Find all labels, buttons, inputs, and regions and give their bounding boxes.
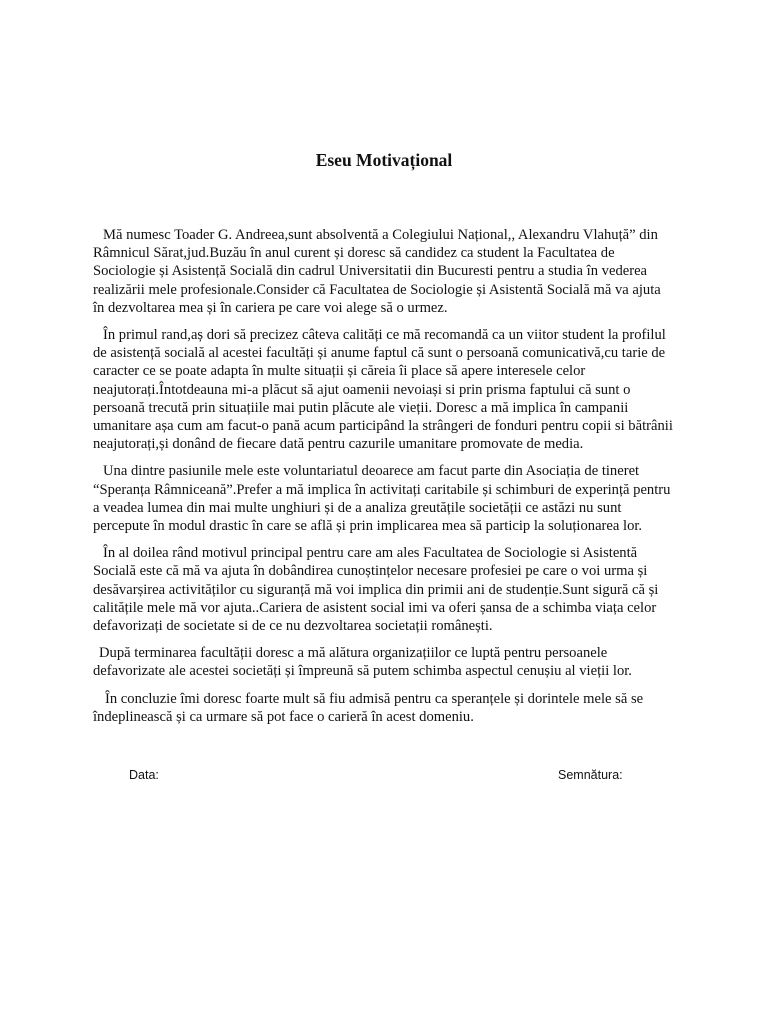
paragraph-intro: Mă numesc Toader G. Andreea,sunt absolventă a Colegiului Național,, Alexandru Vlahuță” din Râmnicul Sărat,jud.Buzău în anul curent și doresc să candidez ca student la Facultatea de Sociologie și Asistență Socială din cadrul Universitatii din Bucuresti pentru a studia în vederea realizării mele profesionale.Consider că Facultatea de Sociologie și Asistentă Socială mă va ajuta în dezvoltarea mea și în cariera pe care voi alege să o urmez.: [93, 227, 661, 316]
paragraph-volunteering: Una dintre pasiunile mele este voluntariatul deoarece am facut parte din Asociația de tineret “Speranța Râmniceană”.Prefer a mă implica în activitați caritabile și schimburi de experință pentru a veadea lumea din mai multe unghiuri și de a analiza greutățile societății ce astăzi nu sunt percepute în modul drastic în care se află și prin implicarea mea să particip la soluționarea lor.: [93, 463, 671, 535]
paragraph-conclusion: În concluzie îmi doresc foarte mult să fiu admisă pentru ca speranțele și dorintele mele să se îndeplinească și ca urmare să pot face o carieră în acest domeniu.: [93, 690, 644, 725]
paragraph-after-graduation: După terminarea facultății doresc a mă alătura organizațiilor ce luptă pentru persoanele defavorizate ale acestei societăți și împreună să putem schimba aspectul cenușiu al vieții lor.: [93, 645, 632, 680]
paragraph-main-reason: În al doilea rând motivul principal pentru care am ales Facultatea de Sociologie si Asistentă Socială este că mă va ajuta în dobândirea cunoștințelor necesare profesiei pe care o voi urma și desăvarșirea activităților cu siguranță mă voi implica din primii ani de studenție.Sunt sigură că și calitățile mele mă vor ajuta..Cariera de asistent social imi va oferi șansa de a schimba viața celor defavorizați de societate si de ce nu dezvoltarea societații românești.: [93, 545, 659, 635]
signature-row: [0, 767, 768, 785]
document-title: Eseu Motivațional: [315, 150, 453, 170]
date-label: Data:: [129, 768, 159, 782]
signature-label: Semnătura:: [558, 768, 623, 782]
document-body: [93, 226, 675, 735]
paragraph-qualities: În primul rand,aș dori să precizez câteva calități ce mă recomandă ca un viitor student la profilul de asistență socială al acestei facultăți și anume faptul că sunt o persoană comunicativă,cu tarie de caracter ce se poate adapta în multe situații și căreia îi place să apere interesele celor neajutorați.Întotdeauna mi-a plăcut să ajut oamenii nevoiași si prin prisma faptului că sunt o persoană trecută prin situațiile mai putin plăcute ale vieții. Doresc a mă implica în campanii umanitare așa cum am facut-o pană acum participând la strângeri de fonduri pentru copii si bătrânii neajutorați,și donând de fiecare dată pentru cazurile umanitare promovate de media.: [93, 327, 673, 453]
